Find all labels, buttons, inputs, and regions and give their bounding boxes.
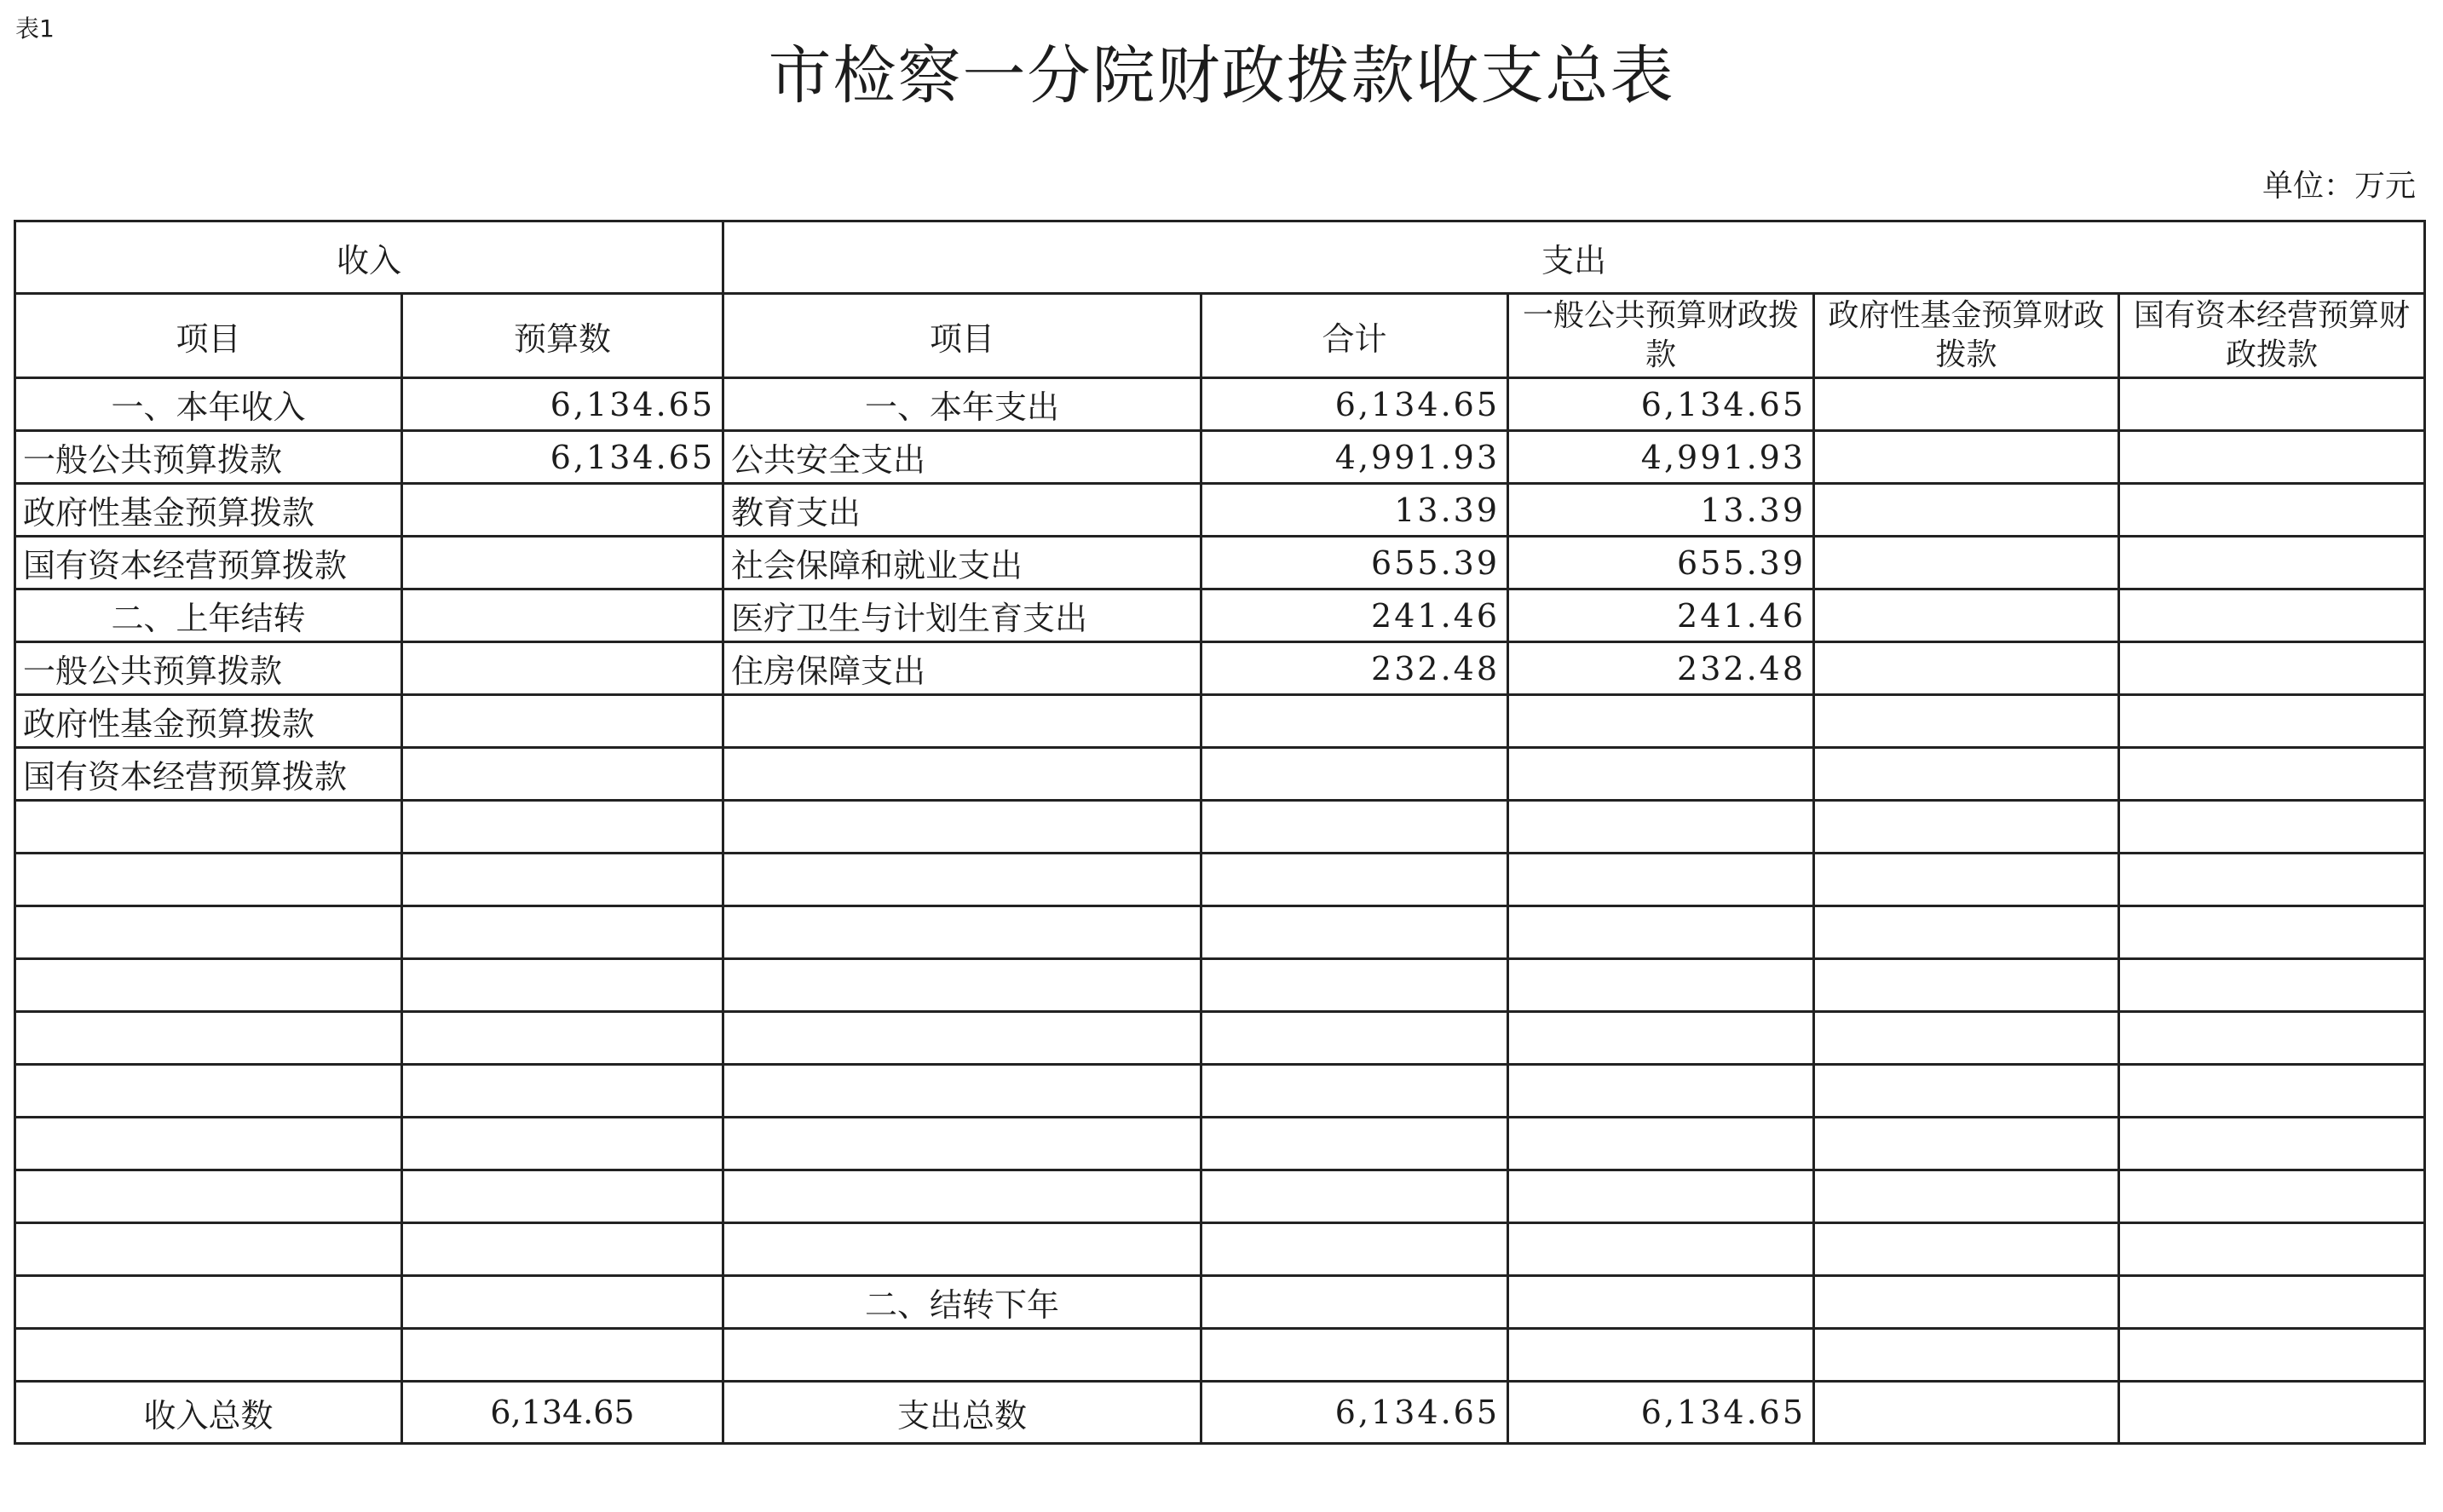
gov-fund-cell	[1814, 748, 2119, 801]
state-capital-cell	[2119, 854, 2425, 906]
header-row-sections	[15, 221, 2425, 294]
income-item-cell: 一般公共预算拨款	[15, 431, 402, 484]
general-budget-cell	[1508, 1118, 1814, 1170]
gov-fund-cell	[1814, 431, 2119, 484]
state-capital-cell	[2119, 748, 2425, 801]
table-row	[15, 537, 2425, 589]
state-capital-cell	[2119, 801, 2425, 854]
total-cell: 13.39	[1201, 484, 1508, 537]
expense-item-cell	[723, 1329, 1201, 1382]
total-cell	[1201, 906, 1508, 959]
general-budget-cell	[1508, 1223, 1814, 1276]
general-budget-cell	[1508, 1276, 1814, 1329]
table-row	[15, 1012, 2425, 1065]
gov-fund-cell	[1814, 695, 2119, 748]
total-cell	[1201, 801, 1508, 854]
state-capital-cell	[2119, 1170, 2425, 1223]
total-cell: 241.46	[1201, 589, 1508, 642]
income-item-cell	[15, 1170, 402, 1223]
general-budget-cell	[1508, 695, 1814, 748]
income-budget-cell	[402, 484, 723, 537]
income-budget-header: 预算数	[402, 294, 723, 378]
expense-item-cell	[723, 1223, 1201, 1276]
total-cell	[1201, 1065, 1508, 1118]
income-item-cell: 政府性基金预算拨款	[15, 695, 402, 748]
total-cell	[1201, 1012, 1508, 1065]
state-capital-cell	[2119, 537, 2425, 589]
income-item-cell	[15, 854, 402, 906]
general-budget-cell: 655.39	[1508, 537, 1814, 589]
income-item-cell: 国有资本经营预算拨款	[15, 748, 402, 801]
income-budget-cell	[402, 642, 723, 695]
total-cell: 6,134.65	[1201, 378, 1508, 431]
income-item-cell	[15, 801, 402, 854]
expense-item-cell	[723, 801, 1201, 854]
total-cell	[1201, 1276, 1508, 1329]
state-capital-cell	[2119, 1012, 2425, 1065]
gov-fund-cell	[1814, 589, 2119, 642]
expense-item-cell	[723, 906, 1201, 959]
gov-fund-cell	[1814, 854, 2119, 906]
gov-fund-cell	[1814, 1118, 2119, 1170]
totals-row	[15, 1382, 2425, 1444]
income-budget-cell	[402, 1012, 723, 1065]
table-row	[15, 589, 2425, 642]
unit-label: 单位：万元	[2262, 169, 2416, 204]
income-budget-cell: 6,134.65	[402, 378, 723, 431]
income-item-cell: 政府性基金预算拨款	[15, 484, 402, 537]
income-total-label: 收入总数	[15, 1382, 402, 1444]
income-budget-cell	[402, 1118, 723, 1170]
header-row-columns	[15, 294, 2425, 378]
general-budget-cell	[1508, 1170, 1814, 1223]
table-number-label: 表1	[15, 14, 55, 43]
table-row	[15, 959, 2425, 1012]
table-row	[15, 642, 2425, 695]
income-budget-cell	[402, 748, 723, 801]
state-capital-cell	[2119, 959, 2425, 1012]
general-budget-cell	[1508, 1012, 1814, 1065]
general-budget-header: 一般公共预算财政拨款	[1508, 294, 1814, 378]
state-capital-header: 国有资本经营预算财政拨款	[2119, 294, 2425, 378]
state-capital-cell	[2119, 484, 2425, 537]
income-item-cell: 一、本年收入	[15, 378, 402, 431]
expense-item-cell: 公共安全支出	[723, 431, 1201, 484]
table-row	[15, 484, 2425, 537]
state-capital-cell	[2119, 378, 2425, 431]
gov-fund-cell	[1814, 1329, 2119, 1382]
total-cell	[1201, 959, 1508, 1012]
income-budget-cell	[402, 1065, 723, 1118]
income-budget-cell	[402, 854, 723, 906]
gov-fund-cell	[1814, 1170, 2119, 1223]
general-budget-cell	[1508, 801, 1814, 854]
general-budget-cell: 6,134.65	[1508, 378, 1814, 431]
general-budget-cell: 13.39	[1508, 484, 1814, 537]
expense-item-cell	[723, 854, 1201, 906]
gov-fund-cell	[1814, 1065, 2119, 1118]
gov-fund-cell	[1814, 537, 2119, 589]
general-total-value: 6,134.65	[1508, 1382, 1814, 1444]
expense-item-cell	[723, 1065, 1201, 1118]
expense-item-cell: 社会保障和就业支出	[723, 537, 1201, 589]
state-capital-cell	[2119, 1329, 2425, 1382]
expense-total-label: 支出总数	[723, 1382, 1201, 1444]
income-item-cell	[15, 1329, 402, 1382]
table-row	[15, 695, 2425, 748]
table-row	[15, 748, 2425, 801]
general-budget-cell: 232.48	[1508, 642, 1814, 695]
total-cell	[1201, 1329, 1508, 1382]
income-item-cell: 国有资本经营预算拨款	[15, 537, 402, 589]
gov-fund-cell	[1814, 1276, 2119, 1329]
expense-item-cell: 住房保障支出	[723, 642, 1201, 695]
income-budget-cell	[402, 1170, 723, 1223]
income-item-cell	[15, 1065, 402, 1118]
income-item-cell: 一般公共预算拨款	[15, 642, 402, 695]
table-row	[15, 1170, 2425, 1223]
state-capital-cell	[2119, 1065, 2425, 1118]
income-item-cell	[15, 906, 402, 959]
income-item-cell	[15, 1012, 402, 1065]
total-header: 合计	[1201, 294, 1508, 378]
income-section-header: 收入	[15, 221, 723, 294]
table-row	[15, 906, 2425, 959]
gov-fund-cell	[1814, 1012, 2119, 1065]
general-budget-cell: 4,991.93	[1508, 431, 1814, 484]
expense-item-cell: 医疗卫生与计划生育支出	[723, 589, 1201, 642]
table-row	[15, 801, 2425, 854]
state-capital-cell	[2119, 906, 2425, 959]
expense-item-cell	[723, 1012, 1201, 1065]
income-item-cell	[15, 1118, 402, 1170]
gov-fund-header: 政府性基金预算财政拨款	[1814, 294, 2119, 378]
income-budget-cell	[402, 906, 723, 959]
table-row	[15, 1118, 2425, 1170]
state-capital-cell	[2119, 695, 2425, 748]
table-row	[15, 1223, 2425, 1276]
total-cell	[1201, 1170, 1508, 1223]
expense-item-cell	[723, 748, 1201, 801]
table-row	[15, 378, 2425, 431]
gov-fund-cell	[1814, 642, 2119, 695]
total-cell	[1201, 854, 1508, 906]
income-item-cell	[15, 959, 402, 1012]
general-budget-cell	[1508, 906, 1814, 959]
total-cell: 232.48	[1201, 642, 1508, 695]
general-budget-cell: 241.46	[1508, 589, 1814, 642]
state-capital-cell	[2119, 642, 2425, 695]
state-capital-cell	[2119, 431, 2425, 484]
expense-total-value: 6,134.65	[1201, 1382, 1508, 1444]
income-budget-cell	[402, 1276, 723, 1329]
income-item-cell: 二、上年结转	[15, 589, 402, 642]
state-capital-cell	[2119, 1223, 2425, 1276]
total-cell	[1201, 1223, 1508, 1276]
expense-item-cell	[723, 1170, 1201, 1223]
general-budget-cell	[1508, 1329, 1814, 1382]
state-capital-total-value	[2119, 1382, 2425, 1444]
income-budget-cell	[402, 537, 723, 589]
gov-fund-cell	[1814, 906, 2119, 959]
general-budget-cell	[1508, 1065, 1814, 1118]
total-cell	[1201, 1118, 1508, 1170]
table-row	[15, 1065, 2425, 1118]
income-budget-cell	[402, 959, 723, 1012]
income-item-header: 项目	[15, 294, 402, 378]
gov-fund-cell	[1814, 484, 2119, 537]
expense-item-cell	[723, 695, 1201, 748]
income-budget-cell	[402, 1223, 723, 1276]
gov-fund-cell	[1814, 959, 2119, 1012]
total-cell	[1201, 748, 1508, 801]
expense-item-header: 项目	[723, 294, 1201, 378]
expense-item-cell: 一、本年支出	[723, 378, 1201, 431]
gov-fund-cell	[1814, 801, 2119, 854]
total-cell: 655.39	[1201, 537, 1508, 589]
table-row	[15, 1276, 2425, 1329]
income-budget-cell: 6,134.65	[402, 431, 723, 484]
budget-summary-table	[14, 220, 2426, 1445]
income-item-cell	[15, 1276, 402, 1329]
income-budget-cell	[402, 589, 723, 642]
general-budget-cell	[1508, 959, 1814, 1012]
table-row	[15, 1329, 2425, 1382]
total-cell	[1201, 695, 1508, 748]
general-budget-cell	[1508, 854, 1814, 906]
expense-section-header: 支出	[723, 221, 2425, 294]
expense-item-cell	[723, 1118, 1201, 1170]
expense-item-cell: 教育支出	[723, 484, 1201, 537]
income-total-value: 6,134.65	[402, 1382, 723, 1444]
state-capital-cell	[2119, 589, 2425, 642]
table-row	[15, 854, 2425, 906]
total-cell: 4,991.93	[1201, 431, 1508, 484]
expense-item-cell: 二、结转下年	[723, 1276, 1201, 1329]
expense-item-cell	[723, 959, 1201, 1012]
gov-fund-cell	[1814, 378, 2119, 431]
income-budget-cell	[402, 1329, 723, 1382]
gov-fund-cell	[1814, 1223, 2119, 1276]
state-capital-cell	[2119, 1276, 2425, 1329]
income-budget-cell	[402, 695, 723, 748]
general-budget-cell	[1508, 748, 1814, 801]
state-capital-cell	[2119, 1118, 2425, 1170]
income-item-cell	[15, 1223, 402, 1276]
page-title: 市检察一分院财政拨款收支总表	[768, 39, 1675, 112]
gov-fund-total-value	[1814, 1382, 2119, 1444]
income-budget-cell	[402, 801, 723, 854]
table-row	[15, 431, 2425, 484]
